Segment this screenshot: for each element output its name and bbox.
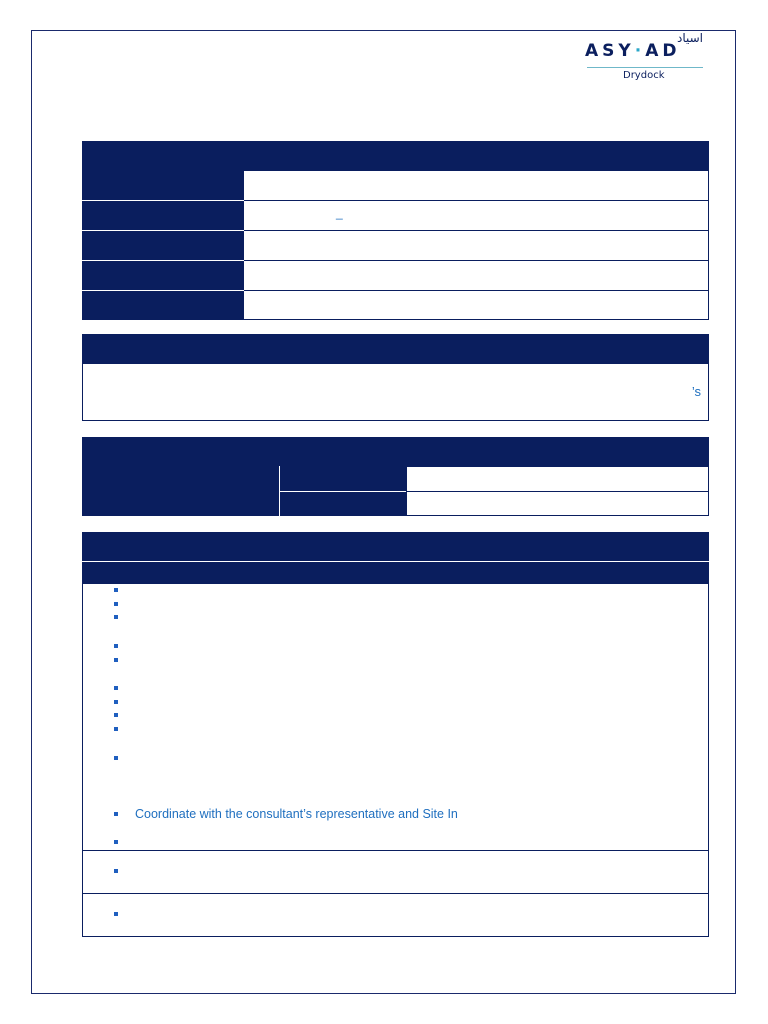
section1-row3-value <box>243 230 709 261</box>
duty-bullet <box>114 912 118 916</box>
section2-header-bar <box>82 334 709 364</box>
section3-sub-label-2 <box>279 491 407 516</box>
section4-subheader-bar <box>82 561 709 584</box>
logo-arabic-text: اسياد <box>676 31 703 45</box>
duty-bullet <box>114 588 118 592</box>
section3-value-2 <box>406 491 709 516</box>
section1-row-separator <box>82 260 244 261</box>
company-logo <box>585 32 707 84</box>
section4-duties-body-2 <box>82 850 709 894</box>
duty-item-text: Coordinate with the consultant’s representative and Site In <box>135 807 458 821</box>
section4-header-bar <box>82 532 709 561</box>
section3-left-label <box>82 466 279 516</box>
logo-wordmark: ASY·AD <box>585 41 681 61</box>
duty-bullet <box>114 700 118 704</box>
duty-bullet <box>114 756 118 760</box>
duty-bullet <box>114 658 118 662</box>
duty-bullet <box>114 602 118 606</box>
duty-bullet <box>114 615 118 619</box>
duty-bullet <box>114 713 118 717</box>
section1-row5-value <box>243 290 709 320</box>
section1-row-separator <box>82 290 244 291</box>
duty-bullet <box>114 840 118 844</box>
logo-subtitle: Drydock <box>623 70 665 81</box>
duty-bullet <box>114 727 118 731</box>
section3-value-1 <box>406 466 709 492</box>
duty-bullet <box>114 686 118 690</box>
logo-divider <box>587 67 703 68</box>
duty-bullet <box>114 644 118 648</box>
row2-underscore-mark: _ <box>336 206 343 220</box>
section1-header-bar <box>82 141 709 170</box>
section1-row1-value <box>243 170 709 201</box>
section1-row2-value <box>243 200 709 231</box>
section1-row4-value <box>243 260 709 291</box>
section1-row-separator <box>82 200 244 201</box>
section4-duties-body-3 <box>82 893 709 937</box>
section3-sub-label-1 <box>279 466 407 491</box>
section1-label-column <box>82 170 244 320</box>
section2-body <box>82 363 709 421</box>
duty-bullet <box>114 869 118 873</box>
duty-bullet <box>114 812 118 816</box>
section1-row-separator <box>82 230 244 231</box>
section2-trailing-text: ’s <box>691 384 701 399</box>
section3-header-bar <box>82 437 709 466</box>
